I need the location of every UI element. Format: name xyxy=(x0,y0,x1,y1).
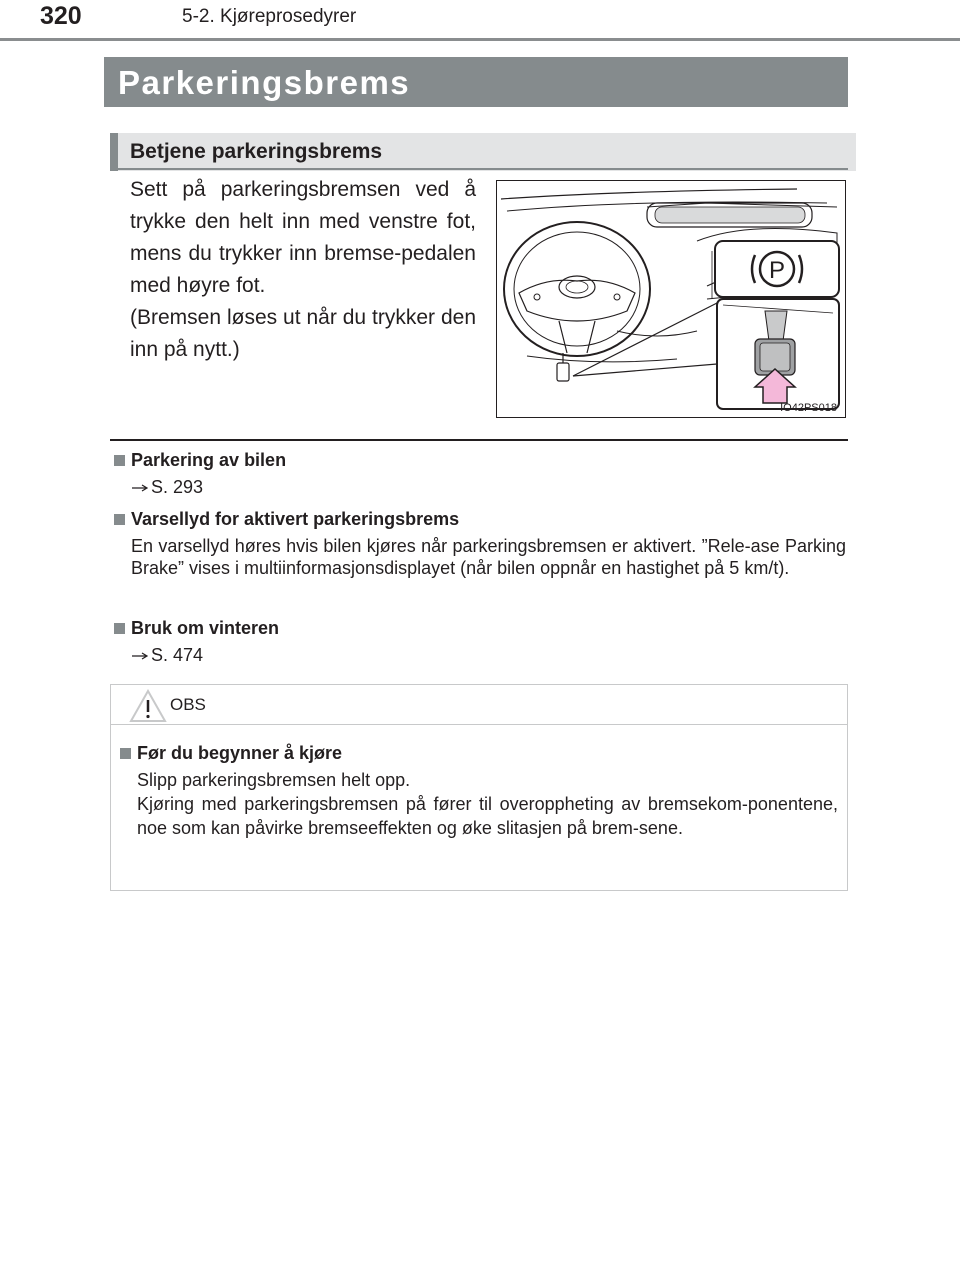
title-bar xyxy=(104,57,848,107)
bullet-square-icon xyxy=(114,623,125,634)
bullet-square-icon xyxy=(114,455,125,466)
info-item-parking xyxy=(110,450,846,498)
dashboard-drawing xyxy=(497,181,847,419)
page-title: Parkeringsbrems xyxy=(118,64,411,101)
caution-text-line-2: Kjøring med parkeringsbremsen på fører til overoppheting av bremsekom-ponentene, noe som kan påvirke bremseeffekten og øke slitasjen på brem-sene. xyxy=(137,794,838,838)
subtitle-bar xyxy=(110,133,856,171)
intro-paragraph-1: Sett på parkeringsbremsen ved å trykke den helt inn med venstre fot, mens du trykker inn bremse-pedalen med høyre fot. xyxy=(130,178,476,297)
caution-text-line-1: Slipp parkeringsbremsen helt opp. xyxy=(137,770,411,790)
page-reference-link[interactable]: S. 474 xyxy=(151,645,204,665)
info-item-title: Varsellyd for aktivert parkeringsbrems xyxy=(131,509,460,529)
arrow-right-icon xyxy=(130,651,150,661)
page-number: 320 xyxy=(40,2,82,30)
header-divider xyxy=(0,38,960,41)
info-item-heading xyxy=(110,618,846,639)
page-reference-link[interactable]: S. 293 xyxy=(151,477,204,497)
info-item-warning-sound xyxy=(110,509,846,579)
caution-heading xyxy=(116,743,838,764)
info-item-title: Bruk om vinteren xyxy=(131,618,280,638)
info-item-winter xyxy=(110,618,846,666)
bullet-square-icon xyxy=(114,514,125,525)
bullet-square-icon xyxy=(120,748,131,759)
section-subtitle: Betjene parkeringsbrems xyxy=(130,140,383,163)
section-divider xyxy=(110,439,848,441)
info-item-title: Parkering av bilen xyxy=(131,450,287,470)
figure-code: IO42PS018 xyxy=(780,402,837,414)
info-item-text: En varsellyd høres hvis bilen kjøres når parkeringsbremsen er aktivert. ”Rele-ase Parking Brake” vises i multiinformasjonsdisplayet (når bilen oppnår en hastighet på 5 km/t). xyxy=(131,536,846,578)
caution-box xyxy=(110,684,848,891)
info-item-heading xyxy=(110,450,846,471)
section-reference: 5-2. Kjøreprosedyrer xyxy=(182,6,357,27)
caution-header xyxy=(111,685,847,725)
page-reference xyxy=(130,645,846,666)
caution-body xyxy=(116,743,838,840)
intro-paragraph-2: (Bremsen løses ut når du trykker den inn på nytt.) xyxy=(130,306,476,361)
intro-text xyxy=(130,174,476,366)
arrow-right-icon xyxy=(130,483,150,493)
dashboard-illustration xyxy=(496,180,846,418)
info-item-heading xyxy=(110,509,846,530)
caution-title: Før du begynner å kjøre xyxy=(137,743,343,763)
caution-text xyxy=(137,768,838,840)
page-reference xyxy=(130,477,846,498)
subtitle-underline xyxy=(110,168,848,170)
svg-text:P: P xyxy=(768,257,786,284)
caution-label: OBS xyxy=(170,695,206,714)
warning-triangle-icon xyxy=(129,689,167,723)
